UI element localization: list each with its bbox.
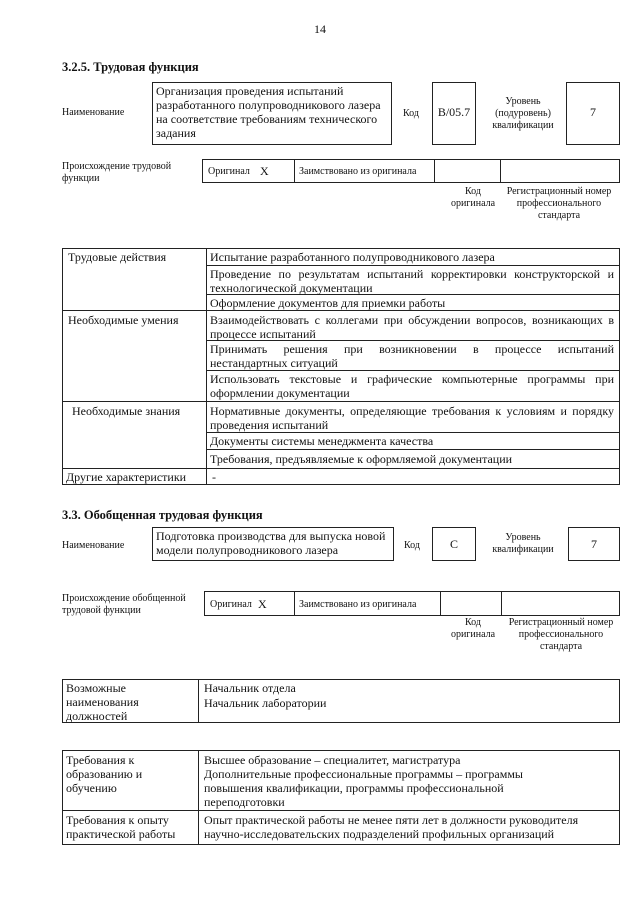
code-label-2: Код (404, 540, 420, 551)
action-item-2: Проведение по результатам испытаний корректировки конструкторской и технологической документации (210, 267, 614, 295)
row-label-other: Другие характеристики (66, 470, 187, 484)
level-label: Уровень (подуровень) квалификации (492, 96, 554, 131)
experience-label: Требования к опыту практической работы (66, 813, 176, 841)
other-item-1: - (212, 470, 216, 484)
section-heading-3-3: 3.3. Обобщенная трудовая функция (62, 508, 263, 522)
row-label-knowledge: Необходимые знания (72, 404, 181, 418)
education-item-2: Дополнительные профессиональные программы – программы повышения квалификации, программы профессиональной переподготовки (204, 767, 523, 809)
borrowed-label: Заимствовано из оригинала (299, 166, 417, 177)
original-mark-2: X (258, 597, 267, 611)
row-label-skills: Необходимые умения (68, 313, 179, 327)
knowledge-item-1: Нормативные документы, определяющие требования к условиям и порядку проведения испытаний (210, 404, 614, 432)
borrowed-label-2: Заимствовано из оригинала (299, 599, 417, 610)
level-value: 7 (590, 105, 596, 119)
knowledge-item-2: Документы системы менеджмента качества (210, 434, 434, 448)
level-label-2: Уровень квалификации (492, 532, 554, 555)
code-value: B/05.7 (437, 105, 471, 119)
name-label-2: Наименование (62, 540, 125, 551)
position-item-1: Начальник отдела (204, 681, 296, 695)
skill-item-2: Принимать решения при возникновении в процессе испытаний нестандартных ситуаций (210, 342, 614, 370)
row-label-actions: Трудовые действия (68, 250, 167, 264)
experience-value: Опыт практической работы не менее пяти лет в должности руководителя научно-исследовательских подразделений профильных организаций (204, 813, 579, 841)
original-label: Оригинал (208, 166, 250, 177)
name-value-2: Подготовка производства для выпуска новой модели полупроводникового лазера (156, 529, 386, 557)
education-item-1: Высшее образование – специалитет, магистратура (204, 753, 461, 767)
skill-item-3: Использовать текстовые и графические компьютерные программы при оформлении документации (210, 372, 614, 400)
education-label: Требования к образованию и обучению (66, 753, 143, 795)
code-label: Код (403, 108, 419, 119)
position-item-2: Начальник лаборатории (204, 696, 327, 710)
code-origin-label-2: Код оригинала (450, 617, 496, 640)
level-value-2: 7 (591, 537, 597, 551)
skill-item-1: Взаимодействовать с коллегами при обсуждении вопросов, возникающих в процессе испытаний (210, 313, 614, 341)
reg-label-2: Регистрационный номер профессионального стандарта (508, 617, 614, 652)
name-label: Наименование (62, 107, 125, 118)
origin-label: Происхождение трудовой функции (62, 161, 172, 184)
code-origin-label: Код оригинала (450, 186, 496, 209)
reg-label: Регистрационный номер профессионального стандарта (506, 186, 612, 221)
action-item-1: Испытание разработанного полупроводникового лазера (210, 250, 495, 264)
knowledge-item-3: Требования, предъявляемые к оформляемой документации (210, 452, 513, 466)
original-mark: X (260, 164, 269, 178)
action-item-3: Оформление документов для приемки работы (210, 296, 446, 310)
positions-label: Возможные наименования должностей (66, 681, 139, 723)
section-heading-3-2-5: 3.2.5. Трудовая функция (62, 60, 199, 74)
page-number: 14 (314, 22, 326, 36)
original-label-2: Оригинал (210, 599, 252, 610)
origin-label-2: Происхождение обобщенной трудовой функции (62, 593, 186, 616)
name-value: Организация проведения испытаний разработанного полупроводникового лазера на соответствие требованиям технического задания (156, 84, 381, 140)
code-value-2: C (449, 537, 458, 551)
